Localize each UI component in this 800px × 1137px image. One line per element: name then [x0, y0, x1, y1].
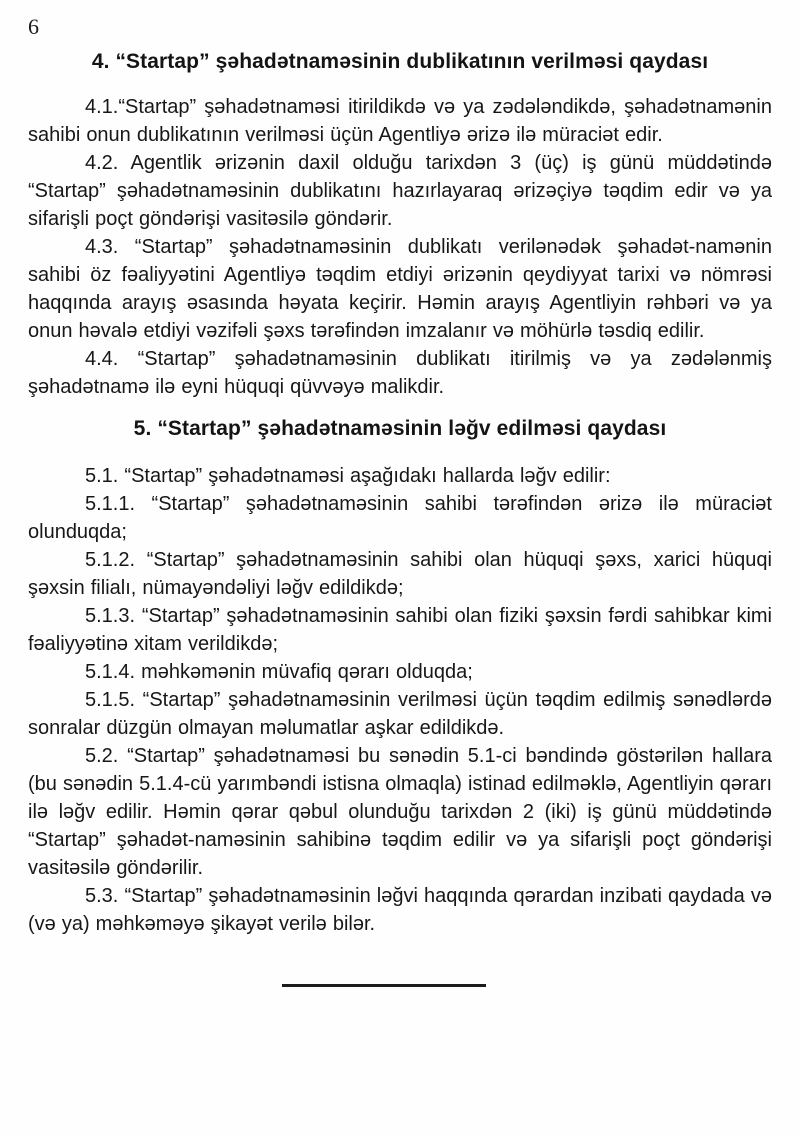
- paragraph-5-2: 5.2. “Startap” şəhadətnaməsi bu sənədin 5.1-ci bəndində göstərilən hallara (bu sənədin 5.1.4-cü yarımbəndi istisna olmaqla) istinad edilməklə, Agentliyin qərarı ilə ləğv edilir. Həmin qərar qəbul olunduğu tarixdən 2 (iki) iş günü müddətində “Startap” şəhadət-naməsinin sahibinə təqdim edilir və ya sifarişli poçt göndərişi vasitəsilə göndərilir.: [28, 745, 772, 879]
- section-5-heading: 5. “Startap” şəhadətnaməsinin ləğv edilməsi qaydası: [133, 417, 667, 440]
- paragraph-4-2: 4.2. Agentlik ərizənin daxil olduğu tarixdən 3 (üç) iş günü müddətində “Startap” şəhadətnaməsinin dublikatını hazırlayaraq ərizəçiyə təqdim edir və ya sifarişli poçt göndərişi vasitəsilə göndərir.: [28, 152, 772, 230]
- footer-rule: [282, 984, 486, 987]
- paragraph-4-3: 4.3. “Startap” şəhadətnaməsinin dublikatı verilənədək şəhadət-namənin sahibi öz fəaliyyətini Agentliyə təqdim etdiyi ərizənin qeydiyyat tarixi və nömrəsi haqqında arayış əsasında həyata keçirir. Həmin arayış Agentliyin rəhbəri və ya onun həvalə etdiyi vəzifəli şəxs tərəfindən imzalanır və möhürlə təsdiq edilir.: [28, 236, 772, 342]
- paragraph-5-1-3: 5.1.3. “Startap” şəhadətnaməsinin sahibi olan fiziki şəxsin fərdi sahibkar kimi fəaliyyətinə xitam verildikdə;: [28, 605, 772, 655]
- section-4-heading: 4. “Startap” şəhadətnaməsinin dublikatının verilməsi qaydası: [91, 50, 709, 73]
- paragraph-4-1: 4.1.“Startap” şəhadətnaməsi itirildikdə və ya zədələndikdə, şəhadətnamənin sahibi onun dublikatının verilməsi üçün Agentliyə ərizə ilə müraciət edir.: [28, 96, 772, 146]
- paragraph-5-1-2: 5.1.2. “Startap” şəhadətnaməsinin sahibi olan hüquqi şəxs, xarici hüquqi şəxsin filialı, nümayəndəliyi ləğv edildikdə;: [28, 549, 772, 599]
- paragraph-5-1-1: 5.1.1. “Startap” şəhadətnaməsinin sahibi tərəfindən ərizə ilə müraciət olunduqda;: [28, 493, 772, 543]
- section-4-duplicate-issuance-rules: [28, 48, 772, 401]
- paragraph-4-4: 4.4. “Startap” şəhadətnaməsinin dublikatı itirilmiş və ya zədələnmiş şəhadətnamə ilə eyni hüquqi qüvvəyə malikdir.: [28, 348, 772, 398]
- page-number: 6: [28, 14, 39, 39]
- paragraph-5-1-5: 5.1.5. “Startap” şəhadətnaməsinin verilməsi üçün təqdim edilmiş sənədlərdə sonralar düzgün olmayan məlumatlar aşkar edildikdə.: [28, 689, 772, 739]
- paragraph-5-1-4: 5.1.4. məhkəmənin müvafiq qərarı olduqda;: [85, 661, 473, 683]
- paragraph-5-1: 5.1. “Startap” şəhadətnaməsi aşağıdakı hallarda ləğv edilir:: [85, 465, 611, 487]
- section-5-cancellation-rules: [28, 415, 772, 938]
- paragraph-5-3: 5.3. “Startap” şəhadətnaməsinin ləğvi haqqında qərardan inzibati qaydada və (və ya) məhkəməyə şikayət verilə bilər.: [28, 885, 772, 935]
